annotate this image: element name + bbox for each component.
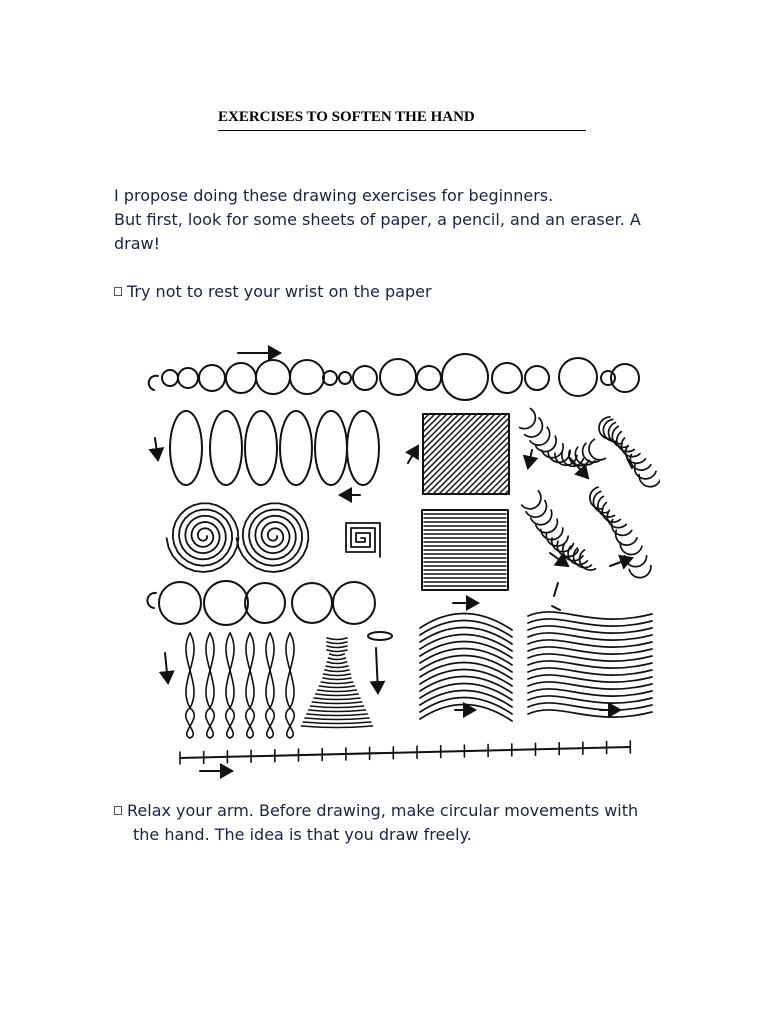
vase-stroke [314,698,360,700]
drawn-circle [559,358,597,396]
drawn-circle [162,370,178,386]
bullet-relax [114,799,674,847]
tick-line [180,747,630,758]
bullet-text: the hand. The idea is that you draw freely. [133,825,472,844]
drawn-circle [339,372,351,384]
vase-stroke [309,710,366,712]
bullet-box-icon [114,806,122,815]
drawn-circle [159,582,201,624]
vase-stroke [327,662,346,664]
drawn-circle [333,582,375,624]
intro-line: I propose doing these drawing exercises for beginners. [114,186,554,205]
vase-stroke [307,714,367,716]
vase-stroke [303,722,371,724]
vase-stroke [327,638,347,640]
drawn-circle [323,371,337,385]
loop-row [186,633,295,738]
bullet-text: Try not to rest your wrist on the paper [127,282,432,301]
circle-row [159,581,375,625]
vase-stroke [301,726,372,728]
vase-stroke [327,650,347,652]
drawing-exercises-illustration [140,338,660,783]
intro-line: But first, look for some sheets of paper, a pencil, and an eraser. A [114,210,641,229]
vase-stroke [312,702,362,704]
vase-stroke [325,670,349,672]
vase-stroke [321,682,353,684]
intro-line: draw! [114,234,161,253]
drawn-circle [380,359,416,395]
spiral-drawing [237,503,309,572]
document-title: EXERCISES TO SOFTEN THE HAND [218,108,586,131]
drawn-oval [280,411,312,485]
vase-stroke [327,642,347,644]
drawn-circle [417,366,441,390]
drawn-circle [245,583,285,623]
vase-stroke [305,718,369,720]
drawn-oval [347,411,379,485]
vase-stroke [326,666,348,668]
spiral-drawing [167,503,239,572]
vase-scribble [301,638,372,728]
spiral-row [167,503,380,572]
vase-stroke [319,686,354,688]
circle-row [162,354,639,400]
arrow-icon [165,653,168,683]
drawn-oval [210,411,242,485]
drawn-oval [170,411,202,485]
drawn-circle [290,360,324,394]
square-spiral [346,523,380,557]
vase-stroke [324,674,351,676]
arrow-icon [376,648,378,693]
drawn-circle [178,368,198,388]
vase-stroke [329,658,346,660]
drawn-circle [442,354,488,400]
drawn-circle [525,366,549,390]
bullet-box-icon [114,287,122,296]
start-curl [552,606,560,610]
drawn-circle [256,360,290,394]
arrow-icon [550,553,568,566]
vase-stroke [323,678,351,680]
vase-stroke [318,690,357,692]
drawn-oval [245,411,277,485]
drawn-circle [199,365,225,391]
vase-stroke [327,646,347,648]
bullet-text: Relax your arm. Before drawing, make circular movements with [127,801,639,820]
drawn-circle [353,366,377,390]
drawn-circle [226,363,256,393]
intro-paragraph [114,184,674,256]
vase-stroke [316,694,358,696]
vase-stroke [310,706,363,708]
oval-row [170,411,379,485]
drawn-circle [292,583,332,623]
start-curl [147,593,156,608]
drawn-circle [204,581,248,625]
start-curl [554,583,558,596]
bullet-wrist [114,280,432,304]
arrow-icon [155,438,158,460]
arrow-icon [408,446,418,463]
drawn-oval [315,411,347,485]
drawn-circle [492,363,522,393]
arrow-icon [528,450,532,468]
start-curl [149,376,158,390]
vase-stroke [330,654,345,656]
